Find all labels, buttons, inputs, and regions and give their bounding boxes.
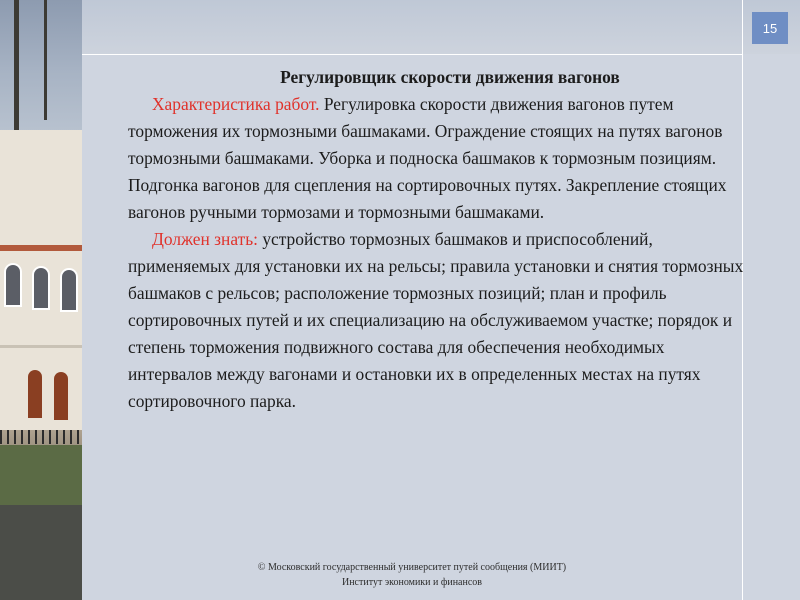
fence [0, 430, 82, 444]
footer-copyright: © Московский государственный университет путей сообщения (МИИТ) [257, 562, 567, 573]
window [34, 268, 48, 308]
footer [82, 560, 742, 590]
door [28, 370, 42, 418]
tree-trunk [14, 0, 19, 140]
footer-institute: Институт экономики и финансов [341, 577, 483, 588]
label-must-know: Должен знать: [152, 229, 258, 249]
slide-title: Регулировщик скорости движения вагонов [280, 67, 620, 87]
grass [0, 445, 82, 505]
text-must-know: устройство тормозных башмаков и приспособлений, применяемых для установки их на рельсы; правила установки и снятия тормозных башмаков с рельсов; расположение тормозных позиций; план и профиль сортировочных путей и их специализацию на обслуживаемом участке; порядок и степень торможения подвижного состава для обеспечения необходимых интервалов между вагонами и остановки их в определенных местах на путях сортировочного парка. [128, 229, 744, 411]
window [62, 270, 76, 310]
slide-header-band [82, 0, 800, 54]
window [6, 265, 20, 305]
door [54, 372, 68, 420]
building-photo [0, 0, 82, 600]
divider-horizontal [82, 54, 742, 55]
tree-branch [44, 0, 47, 120]
text-characteristics: Регулировка скорости движения вагонов путем торможения их тормозными башмаками. Ограждение стоящих на путях вагонов тормозными башмаками. Уборка и подноска башмаков к тормозным позициям. Подгонка вагонов для сцепления на сортировочных путях. Закрепление стоящих вагонов ручными тормозами и тормозными башмаками. [128, 94, 727, 222]
cornice [0, 345, 82, 348]
cornice [0, 245, 82, 251]
slide [82, 0, 800, 600]
label-characteristics: Характеристика работ. [152, 94, 320, 114]
paragraph-must-know [128, 226, 744, 415]
slide-content [128, 64, 744, 415]
paragraph-characteristics [128, 91, 744, 226]
page-number: 15 [752, 12, 788, 44]
